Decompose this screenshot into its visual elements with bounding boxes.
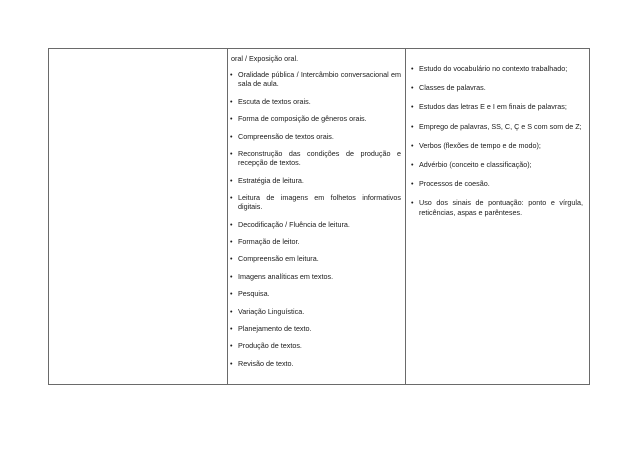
list-item-text: Classes de palavras.	[419, 83, 486, 93]
content-table	[48, 48, 590, 385]
list-item	[230, 132, 401, 141]
right-list	[411, 64, 583, 217]
list-item-text: Escuta de textos orais.	[238, 96, 311, 106]
list-item	[411, 160, 583, 169]
list-item	[230, 220, 401, 229]
list-item-text: oral / Exposição oral.	[231, 54, 299, 63]
list-item	[230, 272, 401, 281]
list-item	[411, 83, 583, 92]
list-item-text: Processos de coesão.	[419, 179, 490, 189]
bullet-icon: •	[411, 198, 414, 208]
list-item	[230, 70, 401, 88]
list-item	[411, 102, 583, 111]
list-item	[411, 141, 583, 150]
list-item	[230, 307, 401, 316]
list-item-text: Verbos (flexões de tempo e de modo);	[419, 140, 541, 150]
bullet-icon: •	[230, 306, 233, 316]
bullet-icon: •	[411, 64, 414, 73]
list-item-text: Produção de textos.	[238, 341, 302, 351]
list-item-text: Decodificação / Fluência de leitura.	[238, 219, 350, 229]
list-item	[230, 341, 401, 350]
bullet-icon: •	[411, 121, 414, 131]
list-item-text: Planejamento de texto.	[238, 323, 312, 333]
bullet-icon: •	[230, 358, 233, 368]
list-item-continuation	[230, 54, 401, 63]
bullet-icon: •	[230, 131, 233, 141]
list-item	[230, 324, 401, 333]
list-item	[411, 122, 583, 131]
list-item-text: Estudo do vocabulário no contexto trabalhado;	[419, 64, 568, 73]
bullet-icon: •	[230, 254, 233, 264]
bullet-icon: •	[230, 341, 233, 351]
list-item-text: Formação de leitor.	[238, 236, 300, 246]
list-item-text: Reconstrução das condições de produção e recepção de textos.	[238, 148, 401, 168]
bullet-icon: •	[230, 114, 233, 124]
bullet-icon: •	[230, 236, 233, 246]
list-item-text: Revisão de texto.	[238, 358, 294, 368]
list-item-text: Compreensão de textos orais.	[238, 131, 334, 141]
list-item	[411, 64, 583, 73]
list-item-text: Uso dos sinais de pontuação: ponto e vírgula, reticências, aspas e parênteses.	[419, 198, 583, 217]
bullet-icon: •	[230, 175, 233, 185]
bullet-icon: •	[230, 271, 233, 281]
bullet-icon: •	[230, 289, 233, 299]
list-item-text: Estratégia de leitura.	[238, 175, 304, 185]
list-item	[230, 149, 401, 167]
column-divider-1	[227, 49, 228, 384]
list-item	[411, 198, 583, 216]
bullet-icon: •	[230, 96, 233, 106]
list-item-text: Oralidade pública / Intercâmbio conversacional em sala de aula.	[238, 70, 401, 89]
list-item-text: Compreensão em leitura.	[238, 254, 319, 264]
bullet-icon: •	[230, 192, 233, 202]
list-item	[230, 289, 401, 298]
middle-list	[230, 70, 401, 368]
right-column	[411, 64, 583, 227]
list-item	[230, 237, 401, 246]
list-item-text: Advérbio (conceito e classificação);	[419, 160, 532, 170]
bullet-icon: •	[230, 323, 233, 333]
list-item	[230, 193, 401, 211]
bullet-icon: •	[411, 83, 414, 93]
list-item-text: Estudos das letras E e I em finais de palavras;	[419, 102, 567, 112]
list-item	[230, 97, 401, 106]
column-divider-2	[405, 49, 406, 384]
list-item-text: Variação Linguística.	[238, 306, 305, 316]
bullet-icon: •	[230, 70, 233, 80]
bullet-icon: •	[230, 219, 233, 229]
list-item	[230, 254, 401, 263]
list-item	[230, 114, 401, 123]
list-item	[230, 176, 401, 185]
list-item-text: Leitura de imagens em folhetos informativos digitais.	[238, 192, 401, 212]
list-item-text: Pesquisa.	[238, 289, 270, 299]
bullet-icon: •	[411, 160, 414, 170]
list-item-text: Forma de composição de gêneros orais.	[238, 114, 367, 124]
list-item	[411, 179, 583, 188]
list-item-text: Emprego de palavras, SS, C, Ç e S com som de Z;	[419, 121, 582, 131]
list-item-text: Imagens analíticas em textos.	[238, 271, 334, 281]
bullet-icon: •	[411, 102, 414, 112]
list-item	[230, 359, 401, 368]
middle-column	[230, 54, 401, 376]
bullet-icon: •	[411, 179, 414, 189]
bullet-icon: •	[230, 148, 233, 158]
bullet-icon: •	[411, 140, 414, 150]
